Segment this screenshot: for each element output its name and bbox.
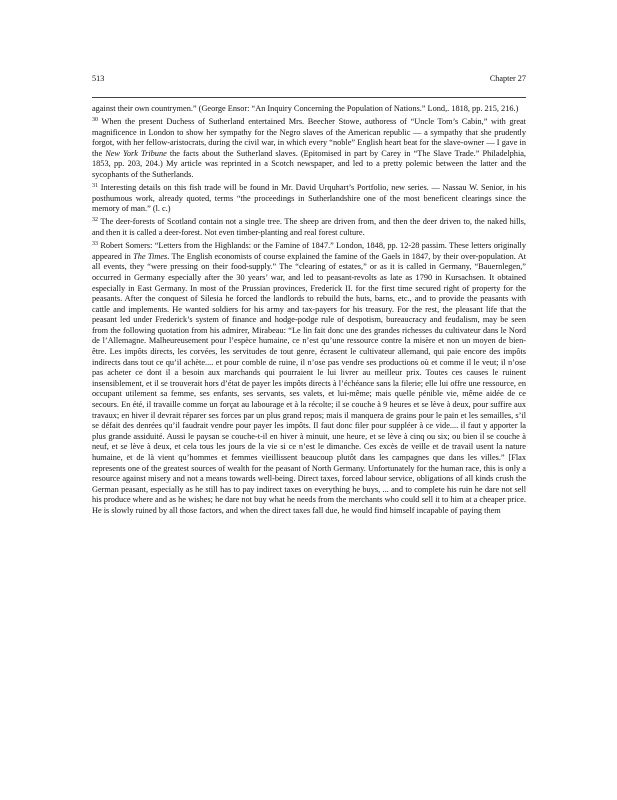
- footnote-number: 30: [92, 117, 98, 124]
- page-number: 513: [92, 74, 105, 83]
- footnote-33: $^{33}$ Robert Somers: “Letters from the Highlands: or the Famine of 1847.” London, 1848, pp. 12-28 passim. These letters originally appeared in The Times. The English economists of course explained the famine of the Gaels in 1847, by their over-population. At all events, they “were pressing on their food-supply.” The “clearing of estates,” or as it is called in Germany, “Bauernlegen,” occurred in Germany especially after the 30 years’ war, and led to peasant-revolts as late as 1790 in Kursachsen. It obtained especially in East Germany. In most of the Prussian provinces, Frederick II. for the first time secured right of property for the peasants. After the conquest of Silesia he forced the landlords to rebuild the huts, barns, etc., and to provide the peasants with cattle and implements. He wanted soldiers for his army and tax-payers for his treasury. For the rest, the pleasant life that the peasant led under Frederick’s system of finance and hodge-podge rule of despotism, bureaucracy and feudalism, may be seen from the following quotation from his admirer, Mirabeau: “Le lin fait donc une des grandes richesses du cultivateur dans le Nord de l’Allemagne. Malheureusement pour l’espèce humaine, ce n’est qu’une ressource contre la misère et non un moyen de bien-être. Les impôts directs, les corvées, les servitudes de tout genre, écrasent le cultivateur allemand, qui paie encore des impôts indirects dans tout ce qu’il achète.... et pour comble de ruine, il n’ose pas vendre ses productions où et comme il le veut; il n’ose pas acheter ce dont il a besoin aux marchands qui pourraient le lui livrer au meilleur prix. Toutes ces causes le ruinent insensiblement, et il se trouverait hors d’état de payer les impôts directs à l’échéance sans la filerie; elle lui offre une ressource, en occupant utilement sa femme, ses enfants, ses servants, ses valets, et lui-même; mais quelle pénible vie, même aidée de ce secours. En été, il travaille comme un forçat au labourage et à la récolte; il se couche à 9 heures et se lève à deux, pour suffire aux travaux; en hiver il devrait réparer ses forces par un plus grand repos; mais il manquera de grains pour le pain et les semailles, s’il se défait des denrées qu’il faudrait vendre pour payer les impôts. Il faut donc filer pour suppléer à ce vide.... il faut y apporter la plus grande assiduité. Aussi le paysan se couche-t-il en hiver à minuit, une heure, et se lève à cinq ou six; ou bien il se couche à neuf, et se lève à deux, et cela tous les jours de la vie si ce n’est le dimanche. Ces excès de veille et de travail usent la nature humaine, et de là vient qu’hommes et femmes vieillissent beaucoup plutôt dans les campagnes que dans les villes.” [Flax represents one of the greatest sources of wealth for the peasant of North Germany. Unfortunately for the human race, this is only a resource against misery and not a means towards well-being. Direct taxes, forced labour service, obligations of all kinds crush the German peasant, especially as he still has to pay indirect taxes on everything he buys, ... and to complete his ruin he dare not sell his produce where and as he wishes; he dare not buy what he needs from the merchants who could sell it to him at a cheaper price. He is slowly ruined by all those factors, and when the direct taxes fall due, he would find himself incapable of paying them: [92, 241, 527, 515]
- footnote-32: $^{32}$ The deer-forests of Scotland contain not a single tree. The sheep are driven from, and then the deer driven to, the naked hills, and then it is called a deer-forest. Not even timber-planting and real forest culture.: [92, 217, 526, 238]
- footnote-30: $^{30}$ When the present Duchess of Sutherland entertained Mrs. Beecher Stowe, authoress of “Uncle Tom’s Cabin,” with great magnificence in London to show her sympathy for the Negro slaves of the American republic — a sympathy that she prudently forgot, with her fellow-aristocrats, during the civil war, in which every “noble” English heart beat for the slave-owner — I gave in the New York Tribune the facts about the Sutherland slaves. (Epitomised in part by Carey in “The Slave Trade.” Philadelphia, 1853, pp. 203, 204.) My article was reprinted in a Scotch newspaper, and led to a pretty polemic between the latter and the sycophants of the Sutherlands.: [92, 117, 527, 180]
- chapter-label: Chapter 27: [489, 74, 526, 83]
- page-header: [92, 74, 526, 88]
- footnote-continuation: against their own countrymen.” (George Ensor: “An Inquiry Concerning the Population of Nations.” Lond,. 1818, pp. 215, 216.): [92, 104, 519, 113]
- footnote-number: 32: [92, 217, 98, 224]
- header-rule: [92, 97, 526, 98]
- footnote-31: $^{31}$ Interesting details on this fish trade will be found in Mr. David Urquhart’s Portfolio, new series. — Nassau W. Senior, in his posthumous work, already quoted, terms “the proceedings in Sutherlandshire one of the most beneficent clearings since the memory of man.” (l. c.): [92, 183, 526, 214]
- footnote-number: 31: [92, 183, 98, 190]
- footnote-number: 33: [92, 241, 98, 248]
- footnotes-body: [92, 104, 526, 519]
